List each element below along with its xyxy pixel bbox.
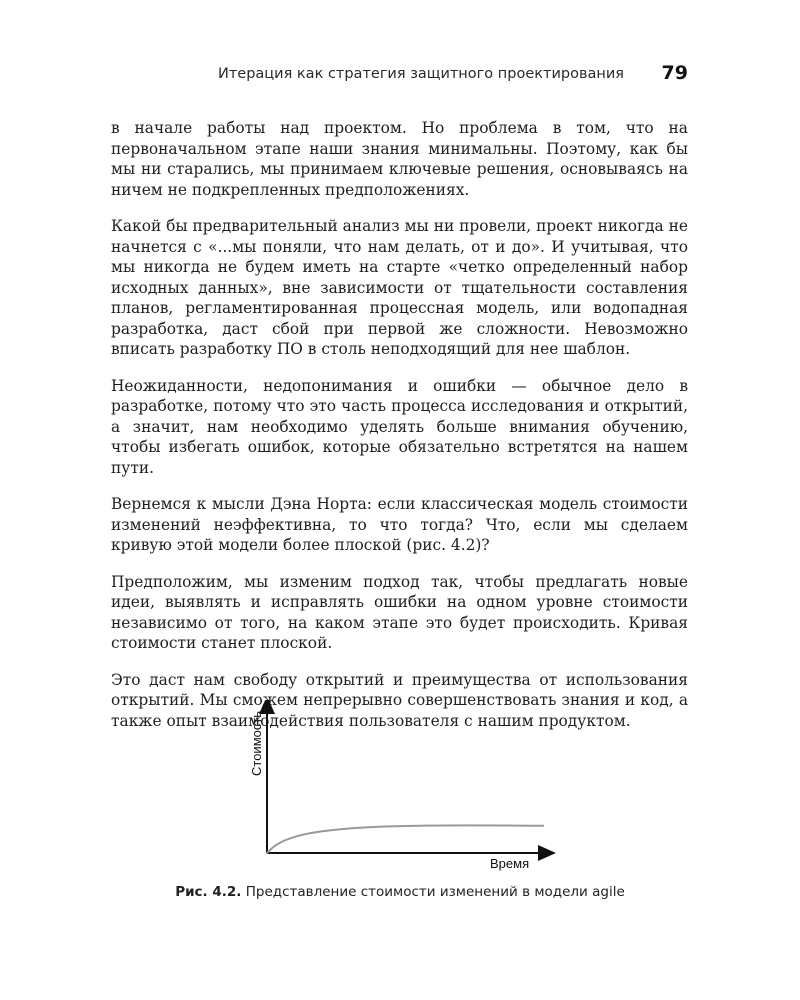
paragraph: Это даст нам свободу открытий и преимущества от использования открытий. Мы сможем непрерывно совершенствовать знания и код, а также опыт взаимодействия пользователя с нашим продуктом.: [111, 670, 688, 730]
cost-chart: [230, 700, 560, 875]
figure-cost-curve: [230, 700, 560, 875]
paragraph: Какой бы предварительный анализ мы ни провели, проект никогда не начнется с «...мы поняли, что нам делать, от и до». И учитывая, что мы никогда не будем иметь на старте «четко определенный набор исходных данных», вне зависимости от тщательности составления планов, регламентированная процессная модель, или водопадная разработка, даст сбой при первой же сложности. Невозможно вписать разработку ПО в столь неподходящий для нее шаблон.: [111, 217, 688, 358]
body-text: [111, 118, 688, 747]
y-axis-label: Стоимость: [249, 710, 264, 776]
x-axis-label: Время: [490, 856, 530, 871]
running-head: [0, 62, 688, 86]
caption-text: Представление стоимости изменений в модели agile: [245, 884, 625, 900]
cost-curve-line: [267, 825, 544, 853]
paragraph: Неожиданности, недопонимания и ошибки — обычное дело в разработке, потому что это часть процесса исследования и открытий, а значит, нам необходимо уделять больше внимания обучению, чтобы избегать ошибок, которые обязательно встретятся на нашем пути.: [111, 376, 688, 477]
page-number: 79: [661, 62, 688, 84]
running-head-title: Итерация как стратегия защитного проектирования: [218, 66, 624, 82]
paragraph: Вернемся к мысли Дэна Норта: если классическая модель стоимости изменений неэффективна, то что тогда? Что, если мы сделаем кривую этой модели более плоской (рис. 4.2)?: [111, 495, 688, 554]
paragraph: Предположим, мы изменим подход так, чтобы предлагать новые идеи, выявлять и исправлять ошибки на одном уровне стоимости независимо от того, на каком этапе это будет происходить. Кривая стоимости станет плоской.: [111, 572, 688, 652]
paragraph: в начале работы над проектом. Но проблема в том, что на первоначальном этапе наши знания минимальны. Поэтому, как бы мы ни старались, мы принимаем ключевые решения, основываясь на ничем не подкрепленных предположениях.: [111, 119, 688, 199]
figure-caption: [0, 884, 800, 900]
caption-label: Рис. 4.2.: [175, 884, 242, 900]
